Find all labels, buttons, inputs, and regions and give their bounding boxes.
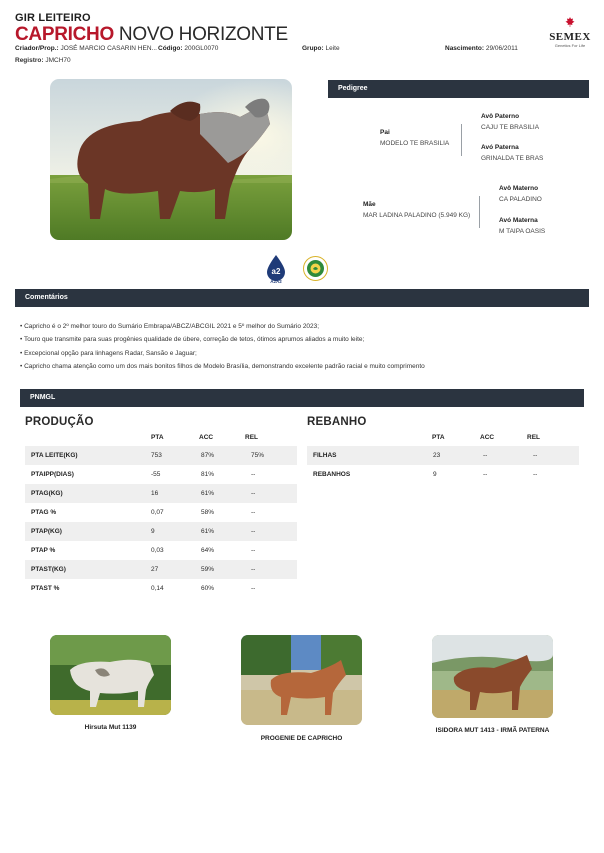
gallery-photo-3 [432, 635, 553, 718]
logo-tagline: Genetics For Life [554, 43, 586, 48]
row-pta: -55 [151, 471, 161, 478]
sire-value: MODELO TE BRASILIA [380, 140, 450, 147]
row-pta: 0,07 [151, 509, 164, 516]
comment-item: • Excepcional opção para linhagens Radar, Sansão e Jaguar; [20, 347, 425, 360]
table-row [25, 446, 297, 465]
pgd-label: Avó Paterna [481, 144, 519, 151]
maternal-granddam-block [499, 217, 545, 235]
mgd-label: Avó Materna [499, 217, 538, 224]
row-acc: 64% [201, 547, 215, 554]
herd-col-acc: ACC [480, 434, 495, 441]
pedigree-title: Pedigree [338, 85, 368, 92]
row-pta: 0,14 [151, 585, 164, 592]
table-row [25, 522, 297, 541]
row-acc: 60% [201, 585, 215, 592]
row-label: FILHAS [313, 452, 337, 459]
row-pta: 9 [151, 528, 155, 535]
table-row [25, 579, 297, 598]
sire-block [380, 129, 449, 147]
gallery-caption-3: ISIDORA MUT 1413 - IRMÃ PATERNA [435, 727, 550, 734]
a2-milk-drop-icon [267, 255, 285, 281]
row-acc: 81% [201, 471, 215, 478]
row-label: PTA LEITE(KG) [31, 452, 78, 459]
breeder-info [15, 45, 157, 52]
row-acc: -- [483, 471, 488, 478]
row-pta: 27 [151, 566, 159, 573]
bull-name-rest: NOVO HORIZONTE [113, 24, 288, 45]
table-row [25, 503, 297, 522]
row-pta: 16 [151, 490, 159, 497]
group-label: Grupo: [302, 45, 324, 52]
maternal-grandsire-block [499, 185, 542, 203]
gallery-photo-3-image [432, 635, 553, 718]
breeder-label: Criador/Prop.: [15, 45, 59, 52]
group-info [302, 45, 340, 52]
production-col-acc: ACC [199, 434, 214, 441]
row-label: PTAIPP(DIAS) [31, 471, 74, 478]
row-rel: -- [251, 566, 256, 573]
bull-photo [50, 79, 292, 240]
table-row [25, 560, 297, 579]
dam-block [363, 201, 470, 219]
paternal-granddam-block [481, 144, 543, 162]
birth-info [445, 45, 518, 52]
registry-value: JMCH70 [45, 57, 71, 64]
row-rel: -- [251, 490, 256, 497]
row-pta: 9 [433, 471, 437, 478]
row-acc: 87% [201, 452, 215, 459]
row-label: PTAST % [31, 585, 60, 592]
code-label: Código: [158, 45, 183, 52]
row-acc: -- [483, 452, 488, 459]
row-pta: 0,03 [151, 547, 164, 554]
birth-value: 29/06/2011 [485, 45, 518, 52]
row-acc: 61% [201, 490, 215, 497]
mgs-label: Avô Materno [499, 185, 539, 192]
dam-divider [479, 196, 480, 228]
maple-leaf-icon [565, 17, 575, 27]
code-info [158, 45, 218, 52]
table-row [25, 465, 297, 484]
bull-photo-image [50, 79, 292, 240]
bull-name [15, 24, 288, 46]
row-rel: -- [251, 471, 256, 478]
row-acc: 59% [201, 566, 215, 573]
group-value: Leite [325, 45, 340, 52]
gallery-caption-1: Hirsuta Mut 1139 [84, 724, 137, 731]
comment-item: • Touro que transmite para suas progênies qualidade de úbere, correção de tetos, ótimos aprumos aliados a muito leite; [20, 333, 425, 346]
dam-label: Mãe [363, 201, 376, 208]
row-acc: 58% [201, 509, 215, 516]
herd-col-pta: PTA [432, 434, 445, 441]
pgs-label: Avô Paterno [481, 113, 520, 120]
comments-header [15, 289, 589, 307]
birth-label: Nascimento: [445, 45, 485, 52]
production-table [25, 446, 297, 598]
pgd-value: GRINALDA TE BRAS [481, 155, 544, 162]
table-row [25, 484, 297, 503]
dam-value: MAR LADINA PALADINO (5.949 KG) [363, 212, 471, 219]
comments-list [20, 320, 425, 373]
herd-title: REBANHO [307, 416, 367, 428]
row-label: PTAP % [31, 547, 56, 554]
breeder-value: JOSÉ MARCIO CASARIN HEN... [60, 45, 157, 52]
gallery-caption-2: PROGENIE DE CAPRICHO [260, 735, 343, 742]
sire-label: Pai [380, 129, 390, 136]
semex-logo [548, 14, 592, 48]
pnmgl-header [20, 389, 584, 407]
row-label: PTAG(KG) [31, 490, 63, 497]
table-row [307, 465, 579, 484]
row-rel: -- [251, 509, 256, 516]
row-rel: -- [251, 547, 256, 554]
bull-name-first: CAPRICHO [15, 24, 114, 45]
row-pta: 753 [151, 452, 162, 459]
row-label: PTAST(KG) [31, 566, 66, 573]
a2-drop-text: a2 [271, 267, 281, 276]
pedigree-header [328, 80, 589, 98]
row-label: PTAG % [31, 509, 57, 516]
gallery-photo-1-image [50, 635, 171, 715]
row-pta: 23 [433, 452, 441, 459]
mgs-value: CA PALADINO [499, 196, 542, 203]
table-row [25, 541, 297, 560]
breed-label: GIR LEITEIRO [15, 12, 91, 24]
a2-caption: A2A2 [270, 279, 282, 284]
comment-item: • Capricho é o 2º melhor touro do Sumário Embrapa/ABCZ/ABCGIL 2021 e 5º melhor do Sumário 2023; [20, 320, 425, 333]
proven-bull-seal-icon [303, 256, 328, 281]
code-value: 200GL0070 [184, 45, 219, 52]
comment-item: • Capricho chama atenção como um dos mais bonitos filhos de Modelo Brasília, demonstrando excelente padrão racial e muito comprimento [20, 360, 425, 373]
row-rel: -- [251, 585, 256, 592]
row-label: PTAP(KG) [31, 528, 62, 535]
gallery-photo-2 [241, 635, 362, 725]
production-col-pta: PTA [151, 434, 164, 441]
row-acc: 61% [201, 528, 215, 535]
sire-divider [461, 124, 462, 156]
table-row [307, 446, 579, 465]
herd-table [307, 446, 579, 484]
registry-info [15, 57, 71, 64]
logo-wordmark: SEMEX [549, 31, 591, 43]
registry-label: Registro: [15, 57, 44, 64]
row-label: REBANHOS [313, 471, 351, 478]
mgd-value: M TAIPA OASIS [499, 228, 546, 235]
row-rel: -- [533, 452, 538, 459]
pgs-value: CAJU TE BRASILIA [481, 124, 540, 131]
gallery-photo-1 [50, 635, 171, 715]
production-title: PRODUÇÃO [25, 416, 94, 428]
row-rel: -- [533, 471, 538, 478]
gallery-photo-2-image [241, 635, 362, 725]
herd-col-rel: REL [527, 434, 540, 441]
production-col-rel: REL [245, 434, 258, 441]
paternal-grandsire-block [481, 113, 539, 131]
pnmgl-title: PNMGL [30, 394, 56, 401]
row-rel: 75% [251, 452, 265, 459]
comments-title: Comentários [25, 294, 68, 301]
row-rel: -- [251, 528, 256, 535]
